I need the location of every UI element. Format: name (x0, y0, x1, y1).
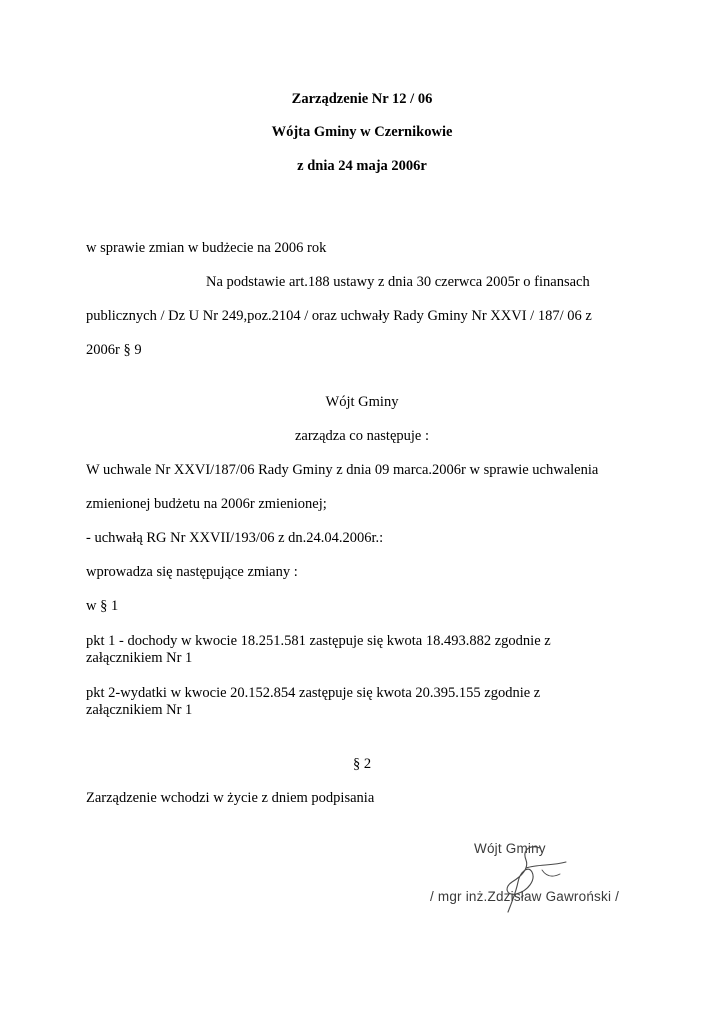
signature-stamp-name: / mgr inż.Zdzisław Gawroński / (430, 889, 620, 904)
item-1-line-1: pkt 1 - dochody w kwocie 18.251.581 zastępuje się kwota 18.493.882 zgodnie z (86, 633, 551, 649)
authority-heading: Wójt Gminy (325, 394, 399, 410)
legal-basis-line-2: publicznych / Dz U Nr 249,poz.2104 / oraz uchwały Rady Gminy Nr XXVI / 187/ 06 z (86, 308, 592, 324)
document-date: z dnia 24 maja 2006r (297, 158, 427, 174)
signature-stamp-title: Wójt Gminy (474, 841, 546, 856)
body-paragraph-1-line-2: zmienionej budżetu na 2006r zmienionej; (86, 496, 327, 512)
legal-basis-line-1: Na podstawie art.188 ustawy z dnia 30 czerwca 2005r o finansach (206, 274, 590, 290)
item-2-line-2: załącznikiem Nr 1 (86, 702, 193, 718)
item-2-line-1: pkt 2-wydatki w kwocie 20.152.854 zastępuje się kwota 20.395.155 zgodnie z (86, 685, 541, 701)
legal-basis-line-3: 2006r § 9 (86, 342, 142, 358)
body-paragraph-1-line-1: W uchwale Nr XXVI/187/06 Rady Gminy z dnia 09 marca.2006r w sprawie uchwalenia (86, 462, 599, 478)
document-issuer: Wójta Gminy w Czernikowie (271, 124, 453, 140)
section-1-heading: w § 1 (86, 598, 119, 614)
body-paragraph-3: wprowadza się następujące zmiany : (86, 564, 298, 580)
decree-intro: zarządza co następuje : (294, 428, 430, 444)
item-1-line-2: załącznikiem Nr 1 (86, 650, 193, 666)
document-subject: w sprawie zmian w budżecie na 2006 rok (86, 240, 327, 256)
document-title: Zarządzenie Nr 12 / 06 (291, 91, 433, 107)
handwritten-signature (482, 838, 572, 918)
body-paragraph-2: - uchwałą RG Nr XXVII/193/06 z dn.24.04.2006r.: (86, 530, 384, 546)
section-2-heading: § 2 (352, 756, 372, 772)
section-2-text: Zarządzenie wchodzi w życie z dniem podpisania (86, 790, 375, 806)
